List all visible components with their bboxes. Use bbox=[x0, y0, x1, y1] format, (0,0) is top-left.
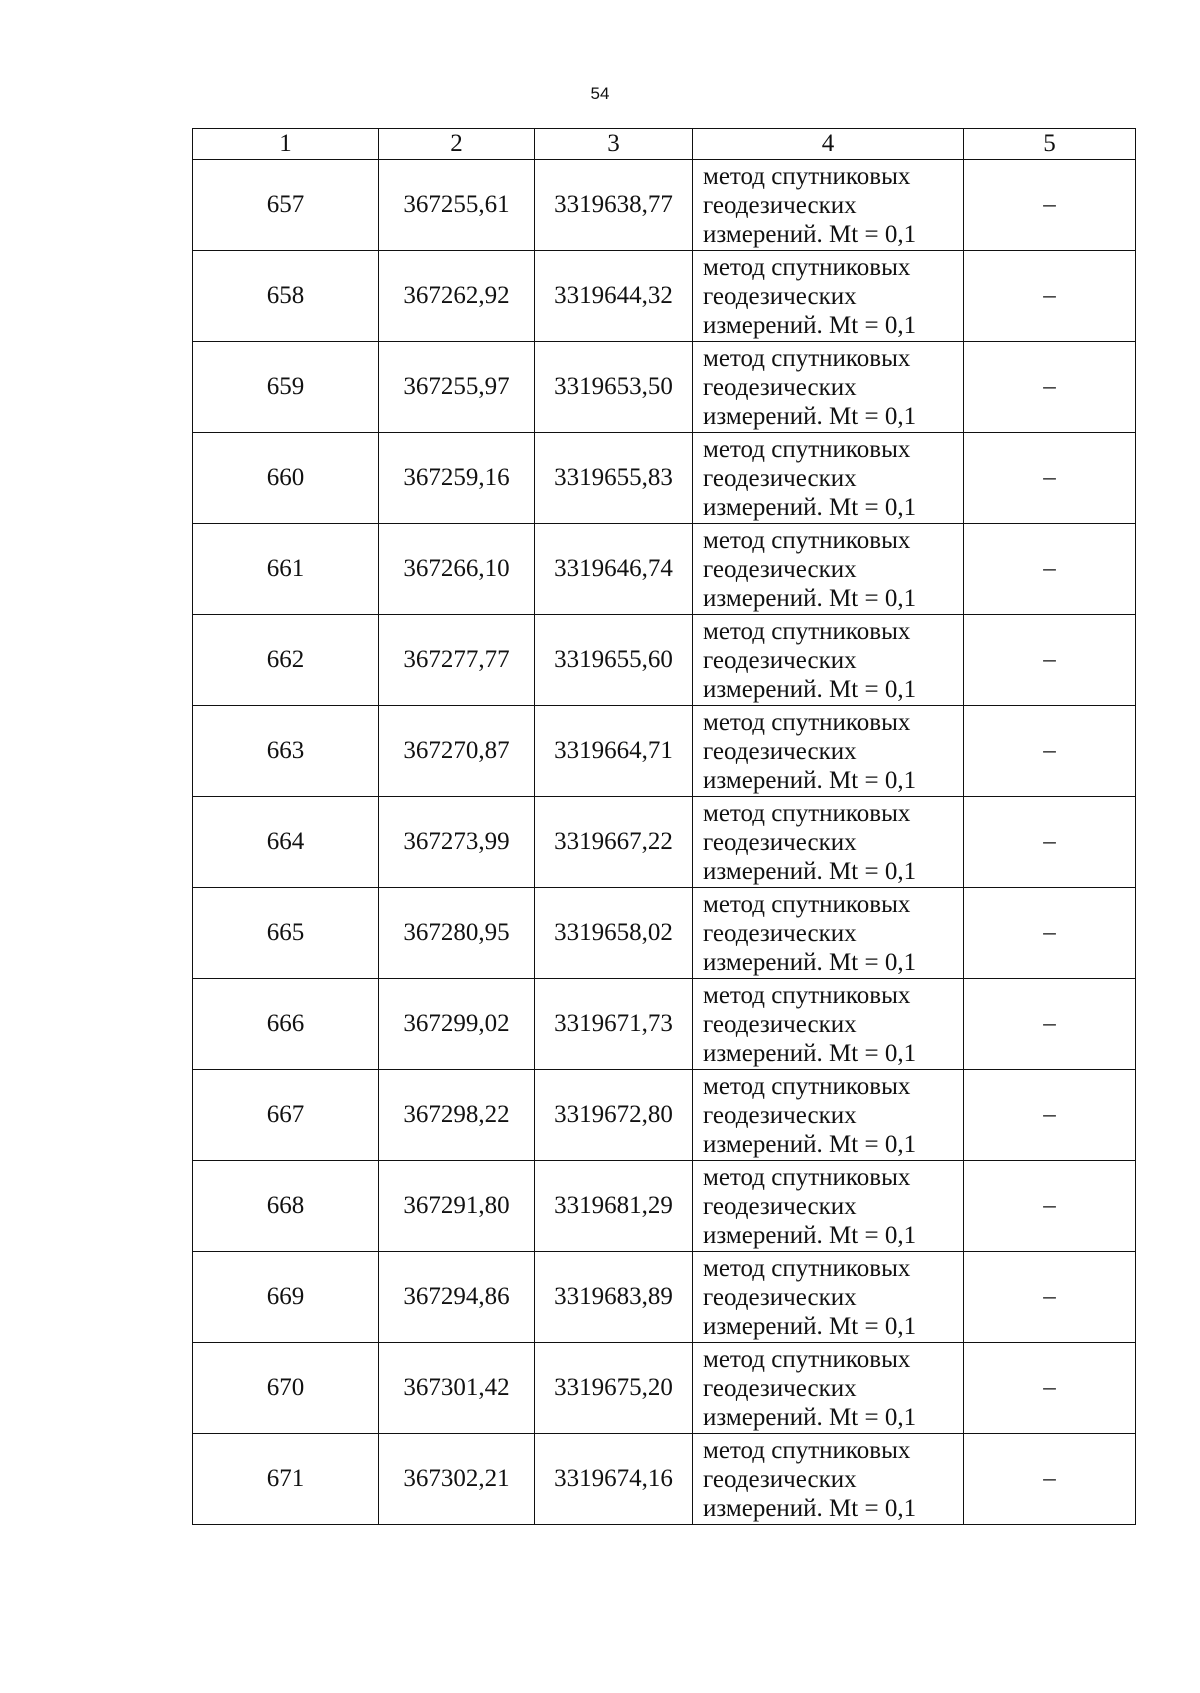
y-coordinate-cell: 3319683,89 bbox=[535, 1252, 693, 1343]
y-coordinate-cell: 3319658,02 bbox=[535, 888, 693, 979]
point-number-cell: 664 bbox=[193, 797, 379, 888]
table-row bbox=[193, 979, 1136, 1070]
method-text-line: геодезических bbox=[703, 464, 857, 492]
table-row bbox=[193, 1070, 1136, 1161]
point-number-cell: 666 bbox=[193, 979, 379, 1070]
method-cell bbox=[693, 797, 964, 888]
column-header: 2 bbox=[379, 129, 535, 160]
y-coordinate-cell: 3319681,29 bbox=[535, 1161, 693, 1252]
method-text-line: геодезических bbox=[703, 1283, 857, 1311]
y-coordinate-cell: 3319664,71 bbox=[535, 706, 693, 797]
point-number-cell: 667 bbox=[193, 1070, 379, 1161]
point-number-cell: 663 bbox=[193, 706, 379, 797]
coordinates-table bbox=[192, 128, 1136, 1525]
note-cell: – bbox=[964, 797, 1136, 888]
table-row bbox=[193, 1161, 1136, 1252]
y-coordinate-cell: 3319667,22 bbox=[535, 797, 693, 888]
method-text-line: метод спутниковых bbox=[703, 799, 911, 827]
method-text-line: измерений. Mt = 0,1 bbox=[703, 948, 917, 976]
table-body bbox=[193, 160, 1136, 1525]
note-cell: – bbox=[964, 342, 1136, 433]
x-coordinate-cell: 367301,42 bbox=[379, 1343, 535, 1434]
method-text-line: метод спутниковых bbox=[703, 253, 911, 281]
table-row bbox=[193, 1434, 1136, 1525]
note-cell: – bbox=[964, 433, 1136, 524]
method-text-line: измерений. Mt = 0,1 bbox=[703, 1403, 917, 1431]
method-cell bbox=[693, 1252, 964, 1343]
method-cell bbox=[693, 888, 964, 979]
note-cell: – bbox=[964, 1434, 1136, 1525]
note-cell: – bbox=[964, 524, 1136, 615]
point-number-cell: 665 bbox=[193, 888, 379, 979]
method-text-line: измерений. Mt = 0,1 bbox=[703, 766, 917, 794]
method-cell bbox=[693, 433, 964, 524]
method-cell bbox=[693, 1161, 964, 1252]
method-text-line: измерений. Mt = 0,1 bbox=[703, 857, 917, 885]
table-row bbox=[193, 433, 1136, 524]
x-coordinate-cell: 367270,87 bbox=[379, 706, 535, 797]
note-cell: – bbox=[964, 1343, 1136, 1434]
method-cell bbox=[693, 524, 964, 615]
table-row bbox=[193, 251, 1136, 342]
table-row bbox=[193, 1252, 1136, 1343]
table-row bbox=[193, 160, 1136, 251]
method-cell bbox=[693, 251, 964, 342]
method-text-line: измерений. Mt = 0,1 bbox=[703, 675, 917, 703]
table-row bbox=[193, 797, 1136, 888]
x-coordinate-cell: 367273,99 bbox=[379, 797, 535, 888]
y-coordinate-cell: 3319638,77 bbox=[535, 160, 693, 251]
method-text-line: геодезических bbox=[703, 373, 857, 401]
point-number-cell: 657 bbox=[193, 160, 379, 251]
method-text-line: измерений. Mt = 0,1 bbox=[703, 220, 917, 248]
method-text-line: метод спутниковых bbox=[703, 1436, 911, 1464]
point-number-cell: 669 bbox=[193, 1252, 379, 1343]
point-number-cell: 660 bbox=[193, 433, 379, 524]
x-coordinate-cell: 367291,80 bbox=[379, 1161, 535, 1252]
point-number-cell: 668 bbox=[193, 1161, 379, 1252]
column-header: 1 bbox=[193, 129, 379, 160]
method-text-line: метод спутниковых bbox=[703, 1072, 911, 1100]
point-number-cell: 671 bbox=[193, 1434, 379, 1525]
column-header: 3 bbox=[535, 129, 693, 160]
x-coordinate-cell: 367262,92 bbox=[379, 251, 535, 342]
note-cell: – bbox=[964, 1070, 1136, 1161]
point-number-cell: 659 bbox=[193, 342, 379, 433]
method-cell bbox=[693, 706, 964, 797]
method-text-line: измерений. Mt = 0,1 bbox=[703, 1494, 917, 1522]
note-cell: – bbox=[964, 888, 1136, 979]
note-cell: – bbox=[964, 706, 1136, 797]
method-cell bbox=[693, 615, 964, 706]
method-text-line: метод спутниковых bbox=[703, 1163, 911, 1191]
x-coordinate-cell: 367294,86 bbox=[379, 1252, 535, 1343]
y-coordinate-cell: 3319675,20 bbox=[535, 1343, 693, 1434]
x-coordinate-cell: 367277,77 bbox=[379, 615, 535, 706]
y-coordinate-cell: 3319655,60 bbox=[535, 615, 693, 706]
y-coordinate-cell: 3319644,32 bbox=[535, 251, 693, 342]
method-text-line: геодезических bbox=[703, 1465, 857, 1493]
method-text-line: измерений. Mt = 0,1 bbox=[703, 1130, 917, 1158]
y-coordinate-cell: 3319674,16 bbox=[535, 1434, 693, 1525]
table-row bbox=[193, 888, 1136, 979]
table-row bbox=[193, 706, 1136, 797]
y-coordinate-cell: 3319671,73 bbox=[535, 979, 693, 1070]
note-cell: – bbox=[964, 251, 1136, 342]
method-cell bbox=[693, 1343, 964, 1434]
method-cell bbox=[693, 1434, 964, 1525]
table-row bbox=[193, 342, 1136, 433]
table-header-row bbox=[193, 129, 1136, 160]
method-text-line: метод спутниковых bbox=[703, 162, 911, 190]
method-text-line: геодезических bbox=[703, 1010, 857, 1038]
method-text-line: метод спутниковых bbox=[703, 435, 911, 463]
x-coordinate-cell: 367302,21 bbox=[379, 1434, 535, 1525]
method-text-line: геодезических bbox=[703, 282, 857, 310]
x-coordinate-cell: 367299,02 bbox=[379, 979, 535, 1070]
method-cell bbox=[693, 1070, 964, 1161]
note-cell: – bbox=[964, 979, 1136, 1070]
y-coordinate-cell: 3319646,74 bbox=[535, 524, 693, 615]
x-coordinate-cell: 367266,10 bbox=[379, 524, 535, 615]
method-text-line: измерений. Mt = 0,1 bbox=[703, 402, 917, 430]
table-row bbox=[193, 615, 1136, 706]
y-coordinate-cell: 3319653,50 bbox=[535, 342, 693, 433]
method-cell bbox=[693, 979, 964, 1070]
method-text-line: измерений. Mt = 0,1 bbox=[703, 1039, 917, 1067]
x-coordinate-cell: 367255,61 bbox=[379, 160, 535, 251]
x-coordinate-cell: 367280,95 bbox=[379, 888, 535, 979]
method-cell bbox=[693, 160, 964, 251]
method-text-line: измерений. Mt = 0,1 bbox=[703, 1221, 917, 1249]
method-cell bbox=[693, 342, 964, 433]
method-text-line: измерений. Mt = 0,1 bbox=[703, 493, 917, 521]
note-cell: – bbox=[964, 1252, 1136, 1343]
note-cell: – bbox=[964, 1161, 1136, 1252]
point-number-cell: 658 bbox=[193, 251, 379, 342]
note-cell: – bbox=[964, 160, 1136, 251]
point-number-cell: 662 bbox=[193, 615, 379, 706]
method-text-line: метод спутниковых bbox=[703, 1254, 911, 1282]
method-text-line: метод спутниковых bbox=[703, 617, 911, 645]
point-number-cell: 661 bbox=[193, 524, 379, 615]
method-text-line: метод спутниковых bbox=[703, 708, 911, 736]
column-header: 4 bbox=[693, 129, 964, 160]
method-text-line: геодезических bbox=[703, 828, 857, 856]
method-text-line: геодезических bbox=[703, 1192, 857, 1220]
method-text-line: геодезических bbox=[703, 919, 857, 947]
method-text-line: измерений. Mt = 0,1 bbox=[703, 584, 917, 612]
note-cell: – bbox=[964, 615, 1136, 706]
x-coordinate-cell: 367298,22 bbox=[379, 1070, 535, 1161]
method-text-line: геодезических bbox=[703, 191, 857, 219]
method-text-line: измерений. Mt = 0,1 bbox=[703, 1312, 917, 1340]
method-text-line: метод спутниковых bbox=[703, 1345, 911, 1373]
method-text-line: метод спутниковых bbox=[703, 344, 911, 372]
point-number-cell: 670 bbox=[193, 1343, 379, 1434]
table-row bbox=[193, 1343, 1136, 1434]
y-coordinate-cell: 3319672,80 bbox=[535, 1070, 693, 1161]
x-coordinate-cell: 367255,97 bbox=[379, 342, 535, 433]
column-header: 5 bbox=[964, 129, 1136, 160]
method-text-line: метод спутниковых bbox=[703, 890, 911, 918]
method-text-line: геодезических bbox=[703, 1101, 857, 1129]
method-text-line: метод спутниковых bbox=[703, 981, 911, 1009]
method-text-line: геодезических bbox=[703, 1374, 857, 1402]
y-coordinate-cell: 3319655,83 bbox=[535, 433, 693, 524]
method-text-line: метод спутниковых bbox=[703, 526, 911, 554]
table-row bbox=[193, 524, 1136, 615]
method-text-line: геодезических bbox=[703, 646, 857, 674]
x-coordinate-cell: 367259,16 bbox=[379, 433, 535, 524]
method-text-line: измерений. Mt = 0,1 bbox=[703, 311, 917, 339]
page-number: 54 bbox=[590, 84, 610, 103]
method-text-line: геодезических bbox=[703, 555, 857, 583]
method-text-line: геодезических bbox=[703, 737, 857, 765]
